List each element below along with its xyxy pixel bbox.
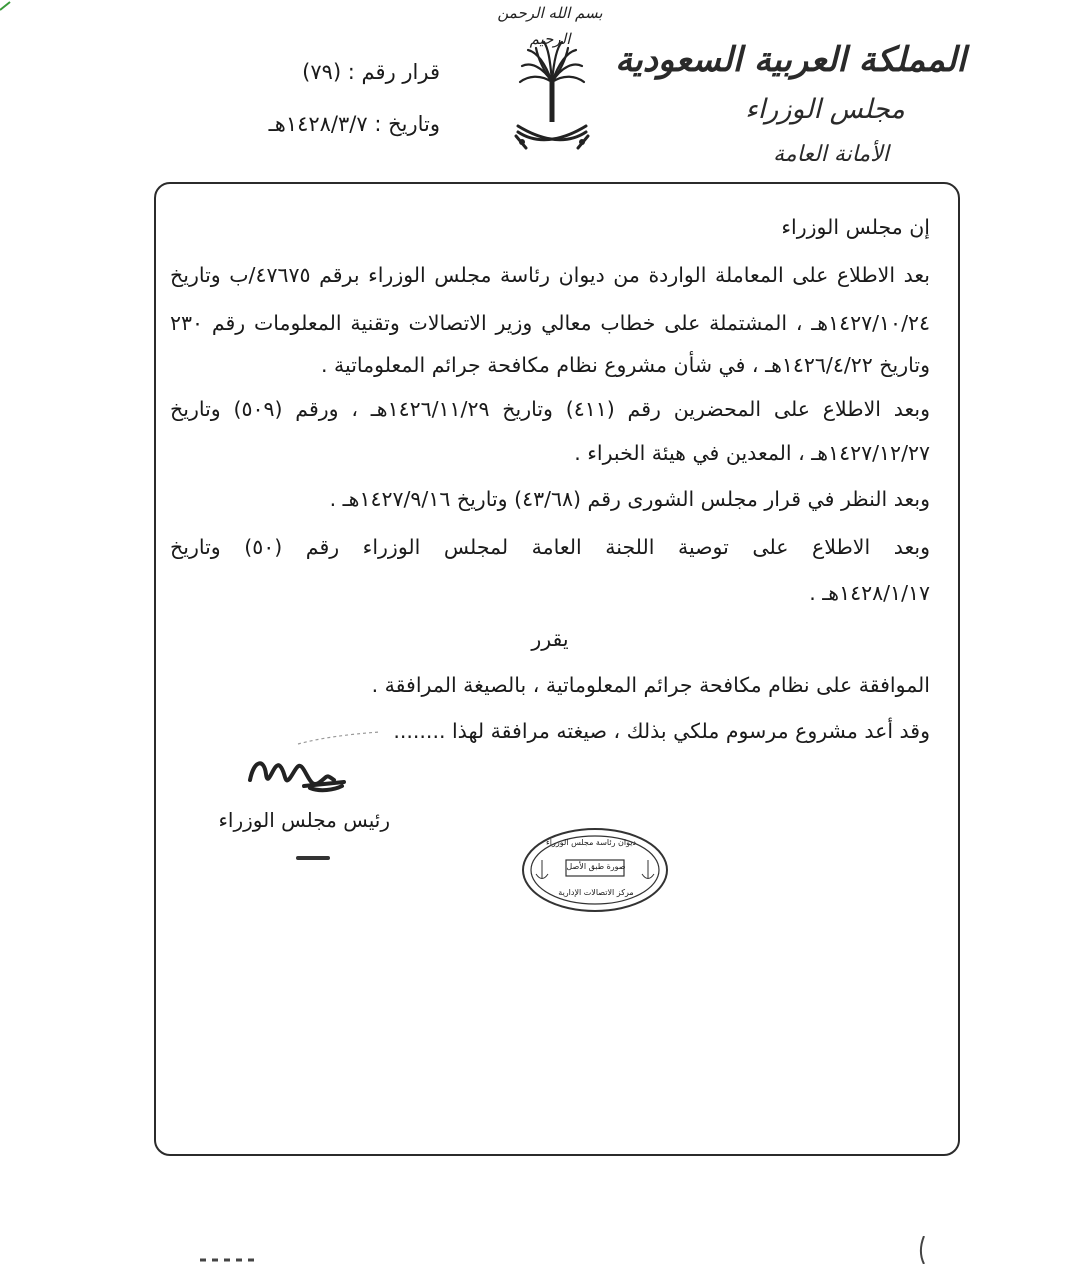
palm-and-swords-emblem-icon [512, 36, 592, 156]
signature-handwritten [240, 730, 400, 810]
signature-title: رئيس مجلس الوزراء [218, 808, 390, 832]
resolves-heading: يقرر [531, 627, 569, 651]
scan-edge-marks [140, 1236, 960, 1264]
stamp-top-text: ديوان رئاسة مجلس الوزراء [546, 838, 636, 847]
stamp-middle-text: صورة طبق الأصل [566, 862, 626, 871]
body-line: ١٤٢٧/١٢/٢٧هـ ، المعدين في هيئة الخبراء . [574, 441, 930, 465]
council-title: مجلس الوزراء [745, 94, 905, 125]
basmala: بسم الله الرحمن الرحيم [497, 4, 603, 48]
decision-number: قرار رقم : (٧٩) [302, 60, 440, 84]
decision-date: وتاريخ : ١٤٢٨/٣/٧هـ [268, 112, 440, 136]
decree-note-line: وقد أعد مشروع مرسوم ملكي بذلك ، صيغته مرافقة لهذا ........ [393, 719, 930, 743]
dash-mark [296, 856, 330, 860]
body-line: بعد الاطلاع على المعاملة الواردة من ديوان رئاسة مجلس الوزراء برقم ٤٧٦٧٥/ب وتاريخ [170, 263, 930, 287]
body-line: ١٤٢٨/١/١٧هـ . [809, 581, 930, 605]
body-line: وتاريخ ١٤٢٦/٤/٢٢هـ ، في شأن مشروع نظام مكافحة جرائم المعلوماتية . [320, 353, 930, 377]
opening-line: إن مجلس الوزراء [781, 215, 930, 239]
corner-mark-icon [0, 0, 14, 12]
body-line: وبعد الاطلاع على توصية اللجنة العامة لمجلس الوزراء رقم (٥٠) وتاريخ [170, 535, 930, 559]
kingdom-title: المملكة العربية السعودية [615, 40, 966, 80]
body-line: وبعد النظر في قرار مجلس الشورى رقم (٤٣/٦٨) وتاريخ ١٤٢٧/٩/١٦هـ . [329, 487, 930, 511]
approval-line: الموافقة على نظام مكافحة جرائم المعلوماتية ، بالصيغة المرافقة . [371, 673, 930, 697]
body-line: وبعد الاطلاع على المحضرين رقم (٤١١) وتاريخ ١٤٢٦/١١/٢٩هـ ، ورقم (٥٠٩) وتاريخ [170, 397, 930, 421]
stamp-bottom-text: مركز الاتصالات الإدارية [558, 888, 634, 897]
secretariat-title: الأمانة العامة [773, 142, 889, 167]
body-line: ١٤٢٧/١٠/٢٤هـ ، المشتملة على خطاب معالي وزير الاتصالات وتقنية المعلومات رقم ٢٣٠ [170, 311, 930, 335]
